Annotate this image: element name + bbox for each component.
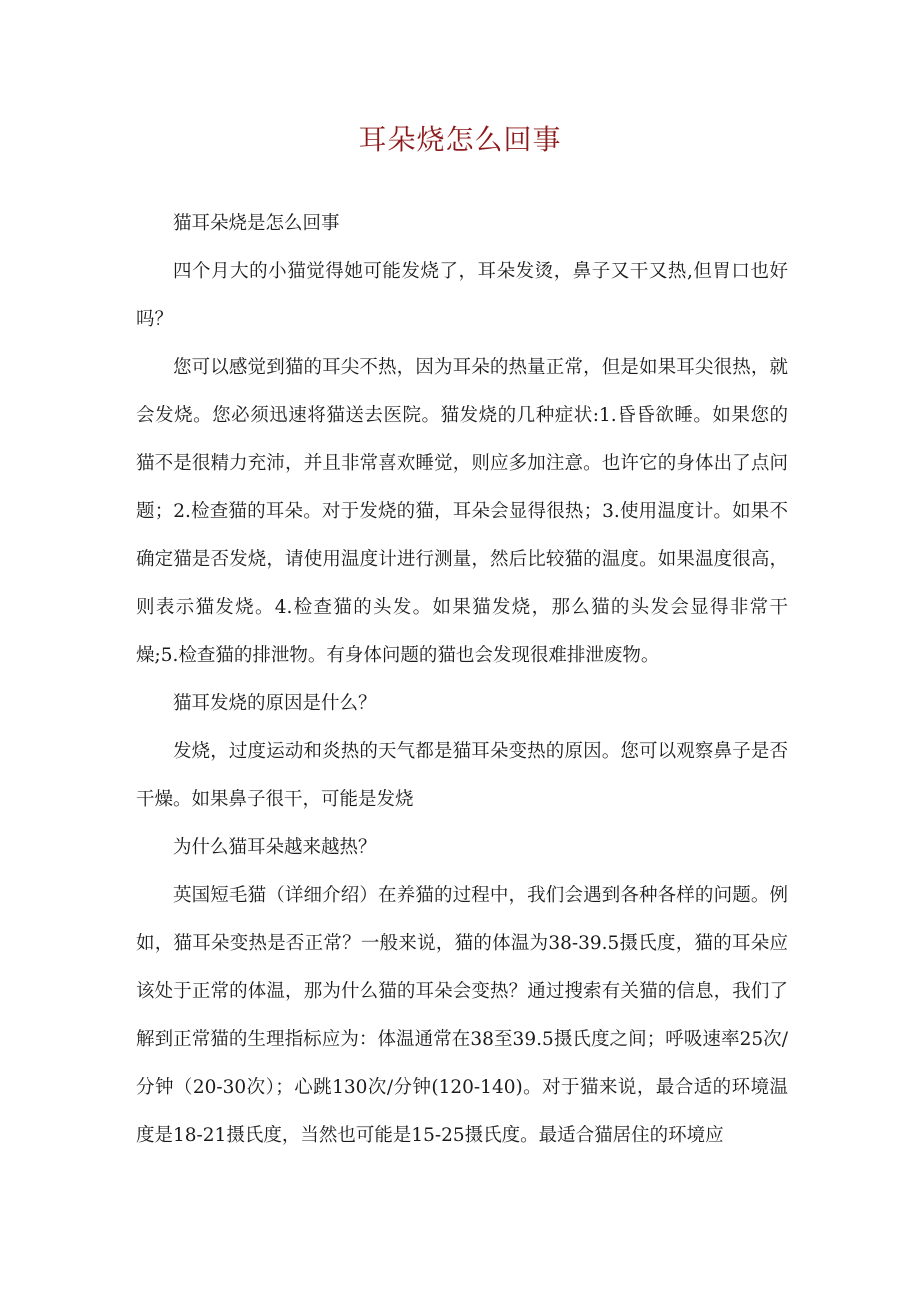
- body-paragraph: 四个月大的小猫觉得她可能发烧了，耳朵发烫，鼻子又干又热,但胃口也好吗？: [136, 261, 788, 330]
- body-paragraph: 英国短毛猫（详细介绍）在养猫的过程中，我们会遇到各种各样的问题。例如，猫耳朵变热是否正常？一般来说，猫的体温为38-39.5摄氏度，猫的耳朵应该处于正常的体温，那为什么猫的耳朵会变热？通过搜索有关猫的信息，我们了解到正常猫的生理指标应为：体温通常在38至39.5摄氏度之间；呼吸速率25次/分钟（20-30次）；心跳130次/分钟(120-140)。对于猫来说，最合适的环境温度是18-21摄氏度，当然也可能是15-25摄氏度。最适合猫居住的环境应: [136, 885, 788, 1146]
- question-heading: 猫耳发烧的原因是什么？: [173, 693, 377, 714]
- document-title: 耳朵烧怎么回事: [358, 123, 562, 156]
- body-paragraph: 发烧，过度运动和炎热的天气都是猫耳朵变热的原因。您可以观察鼻子是否干燥。如果鼻子很干，可能是发烧: [136, 741, 788, 810]
- question-heading: 猫耳朵烧是怎么回事: [173, 213, 340, 234]
- body-paragraph: 您可以感觉到猫的耳尖不热，因为耳朵的热量正常，但是如果耳尖很热，就会发烧。您必须迅速将猫送去医院。猫发烧的几种症状:1.昏昏欲睡。如果您的猫不是很精力充沛，并且非常喜欢睡觉，则应多加注意。也许它的身体出了点问题；2.检查猫的耳朵。对于发烧的猫，耳朵会显得很热；3.使用温度计。如果不确定猫是否发烧，请使用温度计进行测量，然后比较猫的温度。如果温度很高，则表示猫发烧。4.检查猫的头发。如果猫发烧，那么猫的头发会显得非常干燥;5.检查猫的排泄物。有身体问题的猫也会发现很难排泄废物。: [136, 357, 788, 666]
- document-body: [136, 200, 788, 1160]
- question-heading: 为什么猫耳朵越来越热？: [173, 837, 377, 858]
